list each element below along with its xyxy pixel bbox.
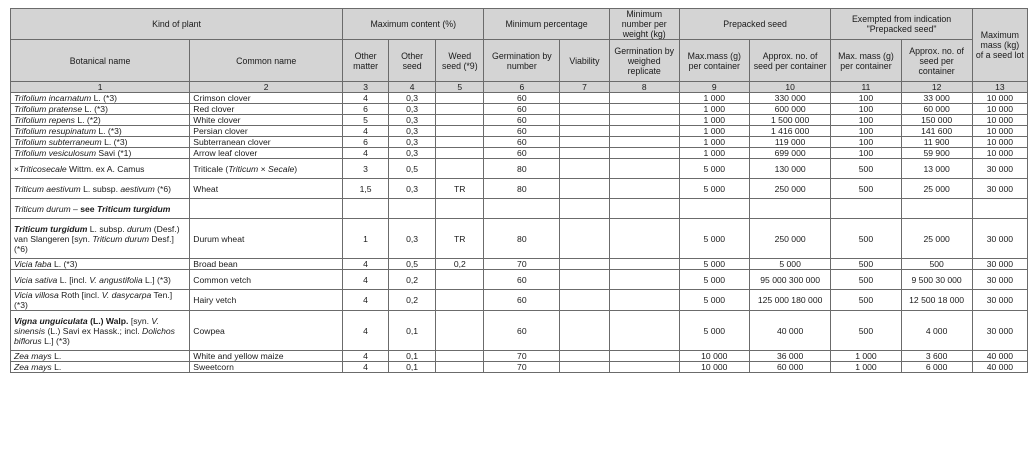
prepacked-max-mass-cell: 10 000 bbox=[679, 351, 749, 362]
other-matter-cell: 3 bbox=[343, 159, 389, 179]
viability-cell bbox=[560, 259, 609, 270]
common-name-cell: Persian clover bbox=[190, 126, 343, 137]
viability-cell bbox=[560, 104, 609, 115]
max-lot-mass-cell bbox=[972, 199, 1027, 219]
table-row bbox=[11, 270, 1028, 290]
exempted-approx-seeds-cell: 12 500 18 000 bbox=[901, 290, 972, 311]
table-row bbox=[11, 290, 1028, 311]
botanical-name-cell: Zea mays L. bbox=[11, 351, 190, 362]
exempted-max-mass-cell: 500 bbox=[831, 159, 901, 179]
viability-cell bbox=[560, 159, 609, 179]
botanical-name-cell: Trifolium incarnatum L. (*3) bbox=[11, 93, 190, 104]
weed-seed-cell bbox=[436, 311, 484, 351]
exempted-approx-seeds-cell: 11 900 bbox=[901, 137, 972, 148]
exempted-approx-seeds-cell: 150 000 bbox=[901, 115, 972, 126]
prepacked-approx-seeds-cell: 250 000 bbox=[749, 219, 831, 259]
prepacked-max-mass-cell: 1 000 bbox=[679, 93, 749, 104]
exempted-approx-seeds-cell: 13 000 bbox=[901, 159, 972, 179]
other-seed-cell: 0,3 bbox=[389, 219, 436, 259]
other-seed-cell: 0,3 bbox=[389, 179, 436, 199]
viability-cell bbox=[560, 93, 609, 104]
exempted-approx-seeds-cell: 3 600 bbox=[901, 351, 972, 362]
germination-by-number-cell: 60 bbox=[484, 93, 560, 104]
prepacked-max-mass-cell: 5 000 bbox=[679, 270, 749, 290]
max-lot-mass-cell: 30 000 bbox=[972, 159, 1027, 179]
other-matter-cell: 4 bbox=[343, 259, 389, 270]
botanical-name-cell: Trifolium subterraneum L. (*3) bbox=[11, 137, 190, 148]
other-seed-cell: 0,3 bbox=[389, 104, 436, 115]
prepacked-approx-seeds-cell: 125 000 180 000 bbox=[749, 290, 831, 311]
viability-cell bbox=[560, 362, 609, 373]
prepacked-max-mass-cell: 1 000 bbox=[679, 104, 749, 115]
max-lot-mass-cell: 10 000 bbox=[972, 148, 1027, 159]
viability-cell bbox=[560, 137, 609, 148]
table-row bbox=[11, 126, 1028, 137]
other-matter-cell: 6 bbox=[343, 137, 389, 148]
prepacked-max-mass-cell: 5 000 bbox=[679, 219, 749, 259]
common-name-cell: Cowpea bbox=[190, 311, 343, 351]
other-seed-cell: 0,3 bbox=[389, 126, 436, 137]
other-matter-cell: 4 bbox=[343, 290, 389, 311]
prepacked-approx-seeds-cell: 60 000 bbox=[749, 362, 831, 373]
seed-standards-table-container bbox=[10, 8, 1028, 373]
header-viability: Viability bbox=[560, 40, 609, 82]
viability-cell bbox=[560, 290, 609, 311]
exempted-approx-seeds-cell: 59 900 bbox=[901, 148, 972, 159]
table-row bbox=[11, 148, 1028, 159]
table-row bbox=[11, 311, 1028, 351]
other-seed-cell: 0,2 bbox=[389, 290, 436, 311]
exempted-max-mass-cell: 1 000 bbox=[831, 351, 901, 362]
botanical-name-cell: Triticum aestivum L. subsp. aestivum (*6) bbox=[11, 179, 190, 199]
exempted-approx-seeds-cell: 25 000 bbox=[901, 179, 972, 199]
germination-by-weighed-replicate-cell bbox=[609, 115, 679, 126]
column-number: 4 bbox=[389, 82, 436, 93]
common-name-cell: Crimson clover bbox=[190, 93, 343, 104]
viability-cell bbox=[560, 179, 609, 199]
common-name-cell: Wheat bbox=[190, 179, 343, 199]
germination-by-number-cell: 60 bbox=[484, 270, 560, 290]
max-lot-mass-cell: 40 000 bbox=[972, 362, 1027, 373]
other-seed-cell: 0,3 bbox=[389, 137, 436, 148]
table-row bbox=[11, 115, 1028, 126]
germination-by-number-cell: 60 bbox=[484, 126, 560, 137]
viability-cell bbox=[560, 126, 609, 137]
germination-by-weighed-replicate-cell bbox=[609, 137, 679, 148]
prepacked-max-mass-cell bbox=[679, 199, 749, 219]
common-name-cell: Triticale (Triticum × Secale) bbox=[190, 159, 343, 179]
exempted-max-mass-cell: 500 bbox=[831, 179, 901, 199]
weed-seed-cell bbox=[436, 270, 484, 290]
exempted-max-mass-cell: 100 bbox=[831, 93, 901, 104]
prepacked-max-mass-cell: 10 000 bbox=[679, 362, 749, 373]
exempted-max-mass-cell: 500 bbox=[831, 290, 901, 311]
other-seed-cell: 0,3 bbox=[389, 148, 436, 159]
column-number: 10 bbox=[749, 82, 831, 93]
exempted-approx-seeds-cell bbox=[901, 199, 972, 219]
table-row bbox=[11, 179, 1028, 199]
weed-seed-cell: TR bbox=[436, 219, 484, 259]
germination-by-weighed-replicate-cell bbox=[609, 351, 679, 362]
germination-by-number-cell: 80 bbox=[484, 159, 560, 179]
germination-by-number-cell: 60 bbox=[484, 311, 560, 351]
weed-seed-cell bbox=[436, 351, 484, 362]
table-body bbox=[11, 82, 1028, 373]
botanical-name-cell: Trifolium vesiculosum Savi (*1) bbox=[11, 148, 190, 159]
common-name-cell: Broad bean bbox=[190, 259, 343, 270]
header-botanical-name: Botanical name bbox=[11, 40, 190, 82]
header-row-columns bbox=[11, 40, 1028, 82]
weed-seed-cell: TR bbox=[436, 179, 484, 199]
column-number: 2 bbox=[190, 82, 343, 93]
exempted-approx-seeds-cell: 141 600 bbox=[901, 126, 972, 137]
germination-by-number-cell: 70 bbox=[484, 259, 560, 270]
header-exempted-max-mass: Max. mass (g) per container bbox=[831, 40, 901, 82]
germination-by-number-cell: 60 bbox=[484, 115, 560, 126]
weed-seed-cell bbox=[436, 148, 484, 159]
weed-seed-cell bbox=[436, 362, 484, 373]
column-number: 3 bbox=[343, 82, 389, 93]
table-row bbox=[11, 93, 1028, 104]
other-seed-cell: 0,1 bbox=[389, 311, 436, 351]
germination-by-weighed-replicate-cell bbox=[609, 159, 679, 179]
prepacked-max-mass-cell: 5 000 bbox=[679, 290, 749, 311]
germination-by-number-cell: 70 bbox=[484, 351, 560, 362]
table-row bbox=[11, 219, 1028, 259]
prepacked-approx-seeds-cell: 40 000 bbox=[749, 311, 831, 351]
other-seed-cell: 0,5 bbox=[389, 259, 436, 270]
weed-seed-cell bbox=[436, 93, 484, 104]
weed-seed-cell bbox=[436, 126, 484, 137]
prepacked-max-mass-cell: 1 000 bbox=[679, 126, 749, 137]
other-matter-cell: 4 bbox=[343, 270, 389, 290]
column-number: 11 bbox=[831, 82, 901, 93]
exempted-max-mass-cell: 100 bbox=[831, 148, 901, 159]
botanical-name-cell: Trifolium repens L. (*2) bbox=[11, 115, 190, 126]
header-weed-seed: Weed seed (*9) bbox=[436, 40, 484, 82]
header-exempted: Exempted from indication "Prepacked seed" bbox=[831, 9, 972, 40]
prepacked-approx-seeds-cell: 95 000 300 000 bbox=[749, 270, 831, 290]
prepacked-approx-seeds-cell: 699 000 bbox=[749, 148, 831, 159]
header-exempted-approx-seeds: Approx. no. of seed per container bbox=[901, 40, 972, 82]
viability-cell bbox=[560, 311, 609, 351]
max-lot-mass-cell: 30 000 bbox=[972, 259, 1027, 270]
common-name-cell: Durum wheat bbox=[190, 219, 343, 259]
exempted-max-mass-cell: 500 bbox=[831, 259, 901, 270]
prepacked-max-mass-cell: 1 000 bbox=[679, 115, 749, 126]
other-seed-cell: 0,5 bbox=[389, 159, 436, 179]
germination-by-number-cell: 60 bbox=[484, 290, 560, 311]
germination-by-number-cell bbox=[484, 199, 560, 219]
column-number: 12 bbox=[901, 82, 972, 93]
other-seed-cell: 0,3 bbox=[389, 93, 436, 104]
prepacked-max-mass-cell: 5 000 bbox=[679, 259, 749, 270]
header-germination-by-weighed-replicate: Germination by weighed replicate bbox=[609, 40, 679, 82]
botanical-name-cell: Vicia sativa L. [incl. V. angustifolia L.] (*3) bbox=[11, 270, 190, 290]
exempted-max-mass-cell: 500 bbox=[831, 219, 901, 259]
germination-by-weighed-replicate-cell bbox=[609, 148, 679, 159]
column-number: 13 bbox=[972, 82, 1027, 93]
max-lot-mass-cell: 30 000 bbox=[972, 290, 1027, 311]
germination-by-weighed-replicate-cell bbox=[609, 311, 679, 351]
prepacked-approx-seeds-cell: 119 000 bbox=[749, 137, 831, 148]
botanical-name-cell: ×Triticosecale Wittm. ex A. Camus bbox=[11, 159, 190, 179]
weed-seed-cell bbox=[436, 159, 484, 179]
common-name-cell: Subterranean clover bbox=[190, 137, 343, 148]
table-row bbox=[11, 159, 1028, 179]
other-seed-cell: 0,2 bbox=[389, 270, 436, 290]
exempted-max-mass-cell: 100 bbox=[831, 104, 901, 115]
prepacked-max-mass-cell: 5 000 bbox=[679, 179, 749, 199]
table-row bbox=[11, 199, 1028, 219]
prepacked-approx-seeds-cell: 1 416 000 bbox=[749, 126, 831, 137]
other-matter-cell: 5 bbox=[343, 115, 389, 126]
prepacked-approx-seeds-cell: 600 000 bbox=[749, 104, 831, 115]
botanical-name-cell: Vicia faba L. (*3) bbox=[11, 259, 190, 270]
table-row bbox=[11, 104, 1028, 115]
prepacked-approx-seeds-cell: 250 000 bbox=[749, 179, 831, 199]
header-minimum-number: Minimum number per weight (kg) bbox=[609, 9, 679, 40]
germination-by-weighed-replicate-cell bbox=[609, 219, 679, 259]
germination-by-number-cell: 70 bbox=[484, 362, 560, 373]
other-matter-cell: 4 bbox=[343, 126, 389, 137]
other-matter-cell: 4 bbox=[343, 148, 389, 159]
header-common-name: Common name bbox=[190, 40, 343, 82]
column-number-row bbox=[11, 82, 1028, 93]
botanical-name-cell: Zea mays L. bbox=[11, 362, 190, 373]
germination-by-number-cell: 60 bbox=[484, 137, 560, 148]
germination-by-weighed-replicate-cell bbox=[609, 362, 679, 373]
prepacked-approx-seeds-cell: 5 000 bbox=[749, 259, 831, 270]
other-matter-cell bbox=[343, 199, 389, 219]
exempted-approx-seeds-cell: 500 bbox=[901, 259, 972, 270]
weed-seed-cell bbox=[436, 115, 484, 126]
viability-cell bbox=[560, 351, 609, 362]
germination-by-weighed-replicate-cell bbox=[609, 93, 679, 104]
germination-by-number-cell: 60 bbox=[484, 148, 560, 159]
max-lot-mass-cell: 30 000 bbox=[972, 219, 1027, 259]
prepacked-max-mass-cell: 5 000 bbox=[679, 311, 749, 351]
other-matter-cell: 4 bbox=[343, 93, 389, 104]
max-lot-mass-cell: 10 000 bbox=[972, 137, 1027, 148]
max-lot-mass-cell: 30 000 bbox=[972, 311, 1027, 351]
germination-by-weighed-replicate-cell bbox=[609, 270, 679, 290]
other-matter-cell: 4 bbox=[343, 311, 389, 351]
header-row-groups bbox=[11, 9, 1028, 40]
weed-seed-cell bbox=[436, 290, 484, 311]
botanical-name-cell: Trifolium resupinatum L. (*3) bbox=[11, 126, 190, 137]
weed-seed-cell: 0,2 bbox=[436, 259, 484, 270]
exempted-approx-seeds-cell: 25 000 bbox=[901, 219, 972, 259]
exempted-max-mass-cell: 500 bbox=[831, 311, 901, 351]
exempted-max-mass-cell: 1 000 bbox=[831, 362, 901, 373]
table-row bbox=[11, 351, 1028, 362]
header-prepacked-approx-seeds: Approx. no. of seed per container bbox=[749, 40, 831, 82]
other-seed-cell: 0,1 bbox=[389, 362, 436, 373]
prepacked-approx-seeds-cell bbox=[749, 199, 831, 219]
germination-by-weighed-replicate-cell bbox=[609, 126, 679, 137]
germination-by-weighed-replicate-cell bbox=[609, 179, 679, 199]
header-maximum-mass-seed-lot: Maximum mass (kg) of a seed lot bbox=[972, 9, 1027, 82]
botanical-name-cell: Vigna unguiculata (L.) Walp. [syn. V. sinensis (L.) Savi ex Hassk.; incl. Dolichos biflorus L.] (*3) bbox=[11, 311, 190, 351]
header-other-seed: Other seed bbox=[389, 40, 436, 82]
botanical-name-cell: Vicia villosa Roth [incl. V. dasycarpa Ten.] (*3) bbox=[11, 290, 190, 311]
header-prepacked-max-mass: Max.mass (g) per container bbox=[679, 40, 749, 82]
max-lot-mass-cell: 30 000 bbox=[972, 270, 1027, 290]
other-seed-cell: 0,1 bbox=[389, 351, 436, 362]
prepacked-approx-seeds-cell: 130 000 bbox=[749, 159, 831, 179]
exempted-approx-seeds-cell: 4 000 bbox=[901, 311, 972, 351]
exempted-approx-seeds-cell: 6 000 bbox=[901, 362, 972, 373]
other-matter-cell: 4 bbox=[343, 362, 389, 373]
other-matter-cell: 4 bbox=[343, 351, 389, 362]
header-other-matter: Other matter bbox=[343, 40, 389, 82]
column-number: 6 bbox=[484, 82, 560, 93]
prepacked-approx-seeds-cell: 1 500 000 bbox=[749, 115, 831, 126]
prepacked-approx-seeds-cell: 330 000 bbox=[749, 93, 831, 104]
germination-by-weighed-replicate-cell bbox=[609, 199, 679, 219]
column-number: 1 bbox=[11, 82, 190, 93]
other-matter-cell: 1,5 bbox=[343, 179, 389, 199]
germination-by-number-cell: 80 bbox=[484, 219, 560, 259]
max-lot-mass-cell: 40 000 bbox=[972, 351, 1027, 362]
common-name-cell: White and yellow maize bbox=[190, 351, 343, 362]
viability-cell bbox=[560, 199, 609, 219]
other-matter-cell: 1 bbox=[343, 219, 389, 259]
table-row bbox=[11, 362, 1028, 373]
exempted-max-mass-cell: 100 bbox=[831, 115, 901, 126]
column-number: 8 bbox=[609, 82, 679, 93]
exempted-max-mass-cell: 100 bbox=[831, 137, 901, 148]
header-kind-of-plant: Kind of plant bbox=[11, 9, 343, 40]
viability-cell bbox=[560, 219, 609, 259]
viability-cell bbox=[560, 115, 609, 126]
weed-seed-cell bbox=[436, 137, 484, 148]
max-lot-mass-cell: 30 000 bbox=[972, 179, 1027, 199]
germination-by-number-cell: 60 bbox=[484, 104, 560, 115]
germination-by-number-cell: 80 bbox=[484, 179, 560, 199]
botanical-name-cell: Triticum turgidum L. subsp. durum (Desf.) van Slangeren [syn. Triticum durum Desf.] (*6) bbox=[11, 219, 190, 259]
common-name-cell: Common vetch bbox=[190, 270, 343, 290]
max-lot-mass-cell: 10 000 bbox=[972, 115, 1027, 126]
common-name-cell bbox=[190, 199, 343, 219]
viability-cell bbox=[560, 270, 609, 290]
germination-by-weighed-replicate-cell bbox=[609, 259, 679, 270]
column-number: 7 bbox=[560, 82, 609, 93]
other-seed-cell bbox=[389, 199, 436, 219]
common-name-cell: Red clover bbox=[190, 104, 343, 115]
common-name-cell: Sweetcorn bbox=[190, 362, 343, 373]
table-row bbox=[11, 137, 1028, 148]
prepacked-max-mass-cell: 5 000 bbox=[679, 159, 749, 179]
exempted-approx-seeds-cell: 60 000 bbox=[901, 104, 972, 115]
weed-seed-cell bbox=[436, 104, 484, 115]
column-number: 5 bbox=[436, 82, 484, 93]
max-lot-mass-cell: 10 000 bbox=[972, 126, 1027, 137]
column-number: 9 bbox=[679, 82, 749, 93]
weed-seed-cell bbox=[436, 199, 484, 219]
other-seed-cell: 0,3 bbox=[389, 115, 436, 126]
table-row bbox=[11, 259, 1028, 270]
prepacked-max-mass-cell: 1 000 bbox=[679, 148, 749, 159]
exempted-max-mass-cell: 100 bbox=[831, 126, 901, 137]
germination-by-weighed-replicate-cell bbox=[609, 104, 679, 115]
common-name-cell: White clover bbox=[190, 115, 343, 126]
max-lot-mass-cell: 10 000 bbox=[972, 93, 1027, 104]
header-maximum-content: Maximum content (%) bbox=[343, 9, 484, 40]
header-prepacked-seed: Prepacked seed bbox=[679, 9, 831, 40]
exempted-max-mass-cell: 500 bbox=[831, 270, 901, 290]
exempted-approx-seeds-cell: 9 500 30 000 bbox=[901, 270, 972, 290]
exempted-max-mass-cell bbox=[831, 199, 901, 219]
common-name-cell: Hairy vetch bbox=[190, 290, 343, 311]
max-lot-mass-cell: 10 000 bbox=[972, 104, 1027, 115]
viability-cell bbox=[560, 148, 609, 159]
germination-by-weighed-replicate-cell bbox=[609, 290, 679, 311]
botanical-name-cell: Trifolium pratense L. (*3) bbox=[11, 104, 190, 115]
botanical-name-cell: Triticum durum – see Triticum turgidum bbox=[11, 199, 190, 219]
exempted-approx-seeds-cell: 33 000 bbox=[901, 93, 972, 104]
common-name-cell: Arrow leaf clover bbox=[190, 148, 343, 159]
prepacked-max-mass-cell: 1 000 bbox=[679, 137, 749, 148]
seed-standards-table bbox=[10, 8, 1028, 373]
prepacked-approx-seeds-cell: 36 000 bbox=[749, 351, 831, 362]
header-germination-by-number: Germination by number bbox=[484, 40, 560, 82]
header-minimum-percentage: Minimum percentage bbox=[484, 9, 609, 40]
other-matter-cell: 6 bbox=[343, 104, 389, 115]
